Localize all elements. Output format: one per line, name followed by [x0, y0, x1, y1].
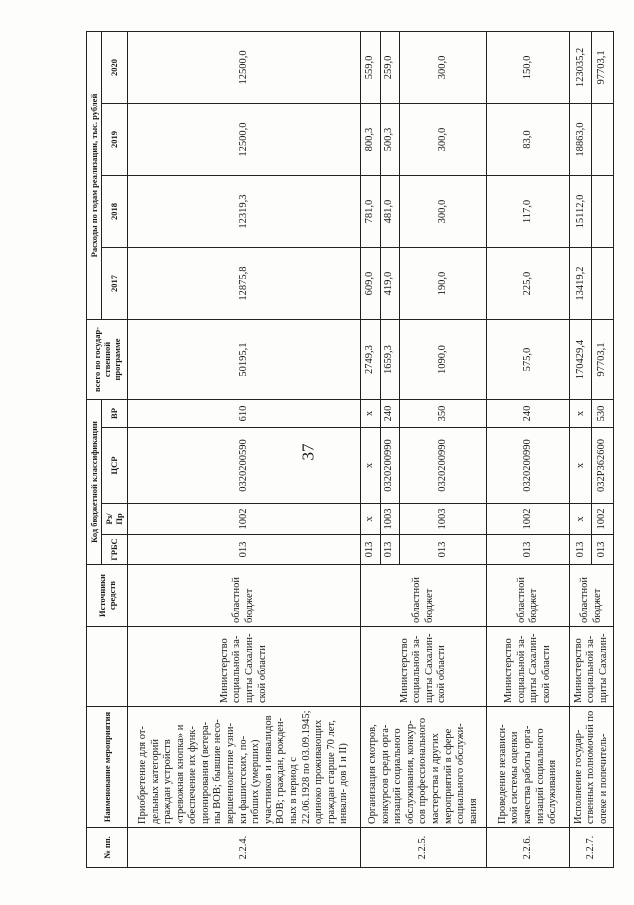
row-executor: Министерство социальной за- щиты Сахалин-: [570, 627, 614, 707]
row-vr: 610: [127, 400, 361, 428]
table-row: [487, 31, 570, 867]
row-2017: 419,0: [380, 248, 399, 320]
row-2020: 559,0: [361, 31, 380, 103]
row-rz: 1003: [399, 504, 486, 535]
col-2020-header: 2020: [102, 31, 127, 103]
table-row: [127, 31, 361, 867]
row-csr: 0320200990: [380, 428, 399, 504]
row-vr: 350: [399, 400, 486, 428]
row-source: областной бюджет: [361, 565, 487, 627]
row-grbs: 013: [487, 535, 570, 565]
row-num: 2.2.4.: [127, 828, 361, 868]
col-rzpr-header: Рз/ Пр: [102, 504, 127, 535]
col-source-header: Источники средств: [87, 565, 128, 627]
row-2019: [592, 104, 614, 176]
row-2019: 500,3: [380, 104, 399, 176]
row-csr: 0320200990: [399, 428, 486, 504]
row-source: областной бюджет: [127, 565, 361, 627]
row-name: Приобретение для от- дельных категорий граждан устройств «тревожная кнопка» и обеспечение их функ- ционирования (ветера- ны ВОВ; бывшие несо- вершеннолетние узни- ки фашистских, по- гибших (умерших) участников и инвалидов ВОВ; граждан, рожден- ных в период с 22.06.1928 по 03.09.1945; одиноко проживающих граждан старше 70 лет, инвали- дов I и II): [127, 707, 361, 828]
row-vr: 240: [380, 400, 399, 428]
row-rz: 1003: [380, 504, 399, 535]
col-executor-header: [87, 627, 128, 707]
row-grbs: 013: [127, 535, 361, 565]
row-2019: 18863,0: [570, 104, 592, 176]
row-2017: 13419,2: [570, 248, 592, 320]
col-vr-header: ВР: [102, 400, 127, 428]
row-num: 2.2.6.: [487, 828, 570, 868]
row-csr: 032Р362600: [592, 428, 614, 504]
row-source: областной бюджет: [570, 565, 614, 627]
row-2017: 190,0: [399, 248, 486, 320]
row-total: 2749,3: [361, 320, 380, 400]
row-2020: 97703,1: [592, 31, 614, 103]
row-vr: x: [361, 400, 380, 428]
row-executor: Министерство социальной за- щиты Сахалин- ской области: [361, 627, 487, 707]
row-vr: x: [570, 400, 592, 428]
row-2020: 12500,0: [127, 31, 361, 103]
row-name: Организация смотров, конкурсов среди орга- низаций социального обслуживания, конкур- сов профессионального мастерства и других мероприятий в сфере социального обслужи- вания: [361, 707, 487, 828]
col-2018-header: 2018: [102, 176, 127, 248]
row-rz: x: [570, 504, 592, 535]
row-grbs: 013: [592, 535, 614, 565]
expenses-table: [86, 31, 614, 868]
row-grbs: 013: [399, 535, 486, 565]
row-executor: Министерство социальной за- щиты Сахалин- ской области: [127, 627, 361, 707]
row-2019: 83,0: [487, 104, 570, 176]
row-num: 2.2.5.: [361, 828, 487, 868]
row-2020: 300,0: [399, 31, 486, 103]
row-2018: 781,0: [361, 176, 380, 248]
row-2019: 800,3: [361, 104, 380, 176]
row-total: 1659,3: [380, 320, 399, 400]
row-total: 575,0: [487, 320, 570, 400]
row-2018: 481,0: [380, 176, 399, 248]
header-row-1: [87, 31, 102, 867]
col-name-header: Наименование мероприятия: [87, 707, 128, 828]
row-csr: 0320200590: [127, 428, 361, 504]
row-name: Исполнение государ- ственных полномочий по опеке и попечитель-: [570, 707, 614, 828]
row-grbs: 013: [361, 535, 380, 565]
row-2018: 15112,0: [570, 176, 592, 248]
row-total: 170429,4: [570, 320, 592, 400]
col-total-header: всего по государ- ственной программе: [87, 320, 128, 400]
row-executor: Министерство социальной за- щиты Сахалин- ской области: [487, 627, 570, 707]
table-row: [570, 31, 592, 867]
table-row: [361, 31, 380, 867]
expenses-header: Расходы по годам реализации, тыс. рублей: [87, 31, 102, 319]
row-total: 50195,1: [127, 320, 361, 400]
row-rz: 1002: [127, 504, 361, 535]
expenses-table-rotated: [86, 32, 614, 868]
row-vr: 240: [487, 400, 570, 428]
row-2018: 117,0: [487, 176, 570, 248]
row-grbs: 013: [380, 535, 399, 565]
col-2019-header: 2019: [102, 104, 127, 176]
row-source: областной бюджет: [487, 565, 570, 627]
row-2019: 300,0: [399, 104, 486, 176]
row-num: 2.2.7.: [570, 828, 614, 868]
row-2020: 123035,2: [570, 31, 592, 103]
row-csr: x: [570, 428, 592, 504]
row-vr: 530: [592, 400, 614, 428]
row-2017: [592, 248, 614, 320]
row-2018: [592, 176, 614, 248]
budget-code-header: Код бюджетной классификации: [87, 400, 102, 565]
row-2020: 259,0: [380, 31, 399, 103]
row-csr: 0320200990: [487, 428, 570, 504]
page-number: 37: [298, 443, 318, 461]
row-2020: 150,0: [487, 31, 570, 103]
row-2017: 609,0: [361, 248, 380, 320]
col-grbs-header: ГРБС: [102, 535, 127, 565]
row-csr: x: [361, 428, 380, 504]
row-2017: 225,0: [487, 248, 570, 320]
row-rz: 1002: [487, 504, 570, 535]
row-name: Проведение независи- мой системы оценки качества работы орга- низаций социального обслуживания: [487, 707, 570, 828]
row-rz: 1002: [592, 504, 614, 535]
col-csr-header: ЦСР: [102, 428, 127, 504]
col-2017-header: 2017: [102, 248, 127, 320]
row-2017: 12875,8: [127, 248, 361, 320]
row-rz: x: [361, 504, 380, 535]
row-2018: 300,0: [399, 176, 486, 248]
row-2018: 12319,3: [127, 176, 361, 248]
row-total: 1090,0: [399, 320, 486, 400]
row-total: 97703,1: [592, 320, 614, 400]
row-grbs: 013: [570, 535, 592, 565]
col-num-header: № пп.: [87, 828, 128, 868]
row-2019: 12500,0: [127, 104, 361, 176]
